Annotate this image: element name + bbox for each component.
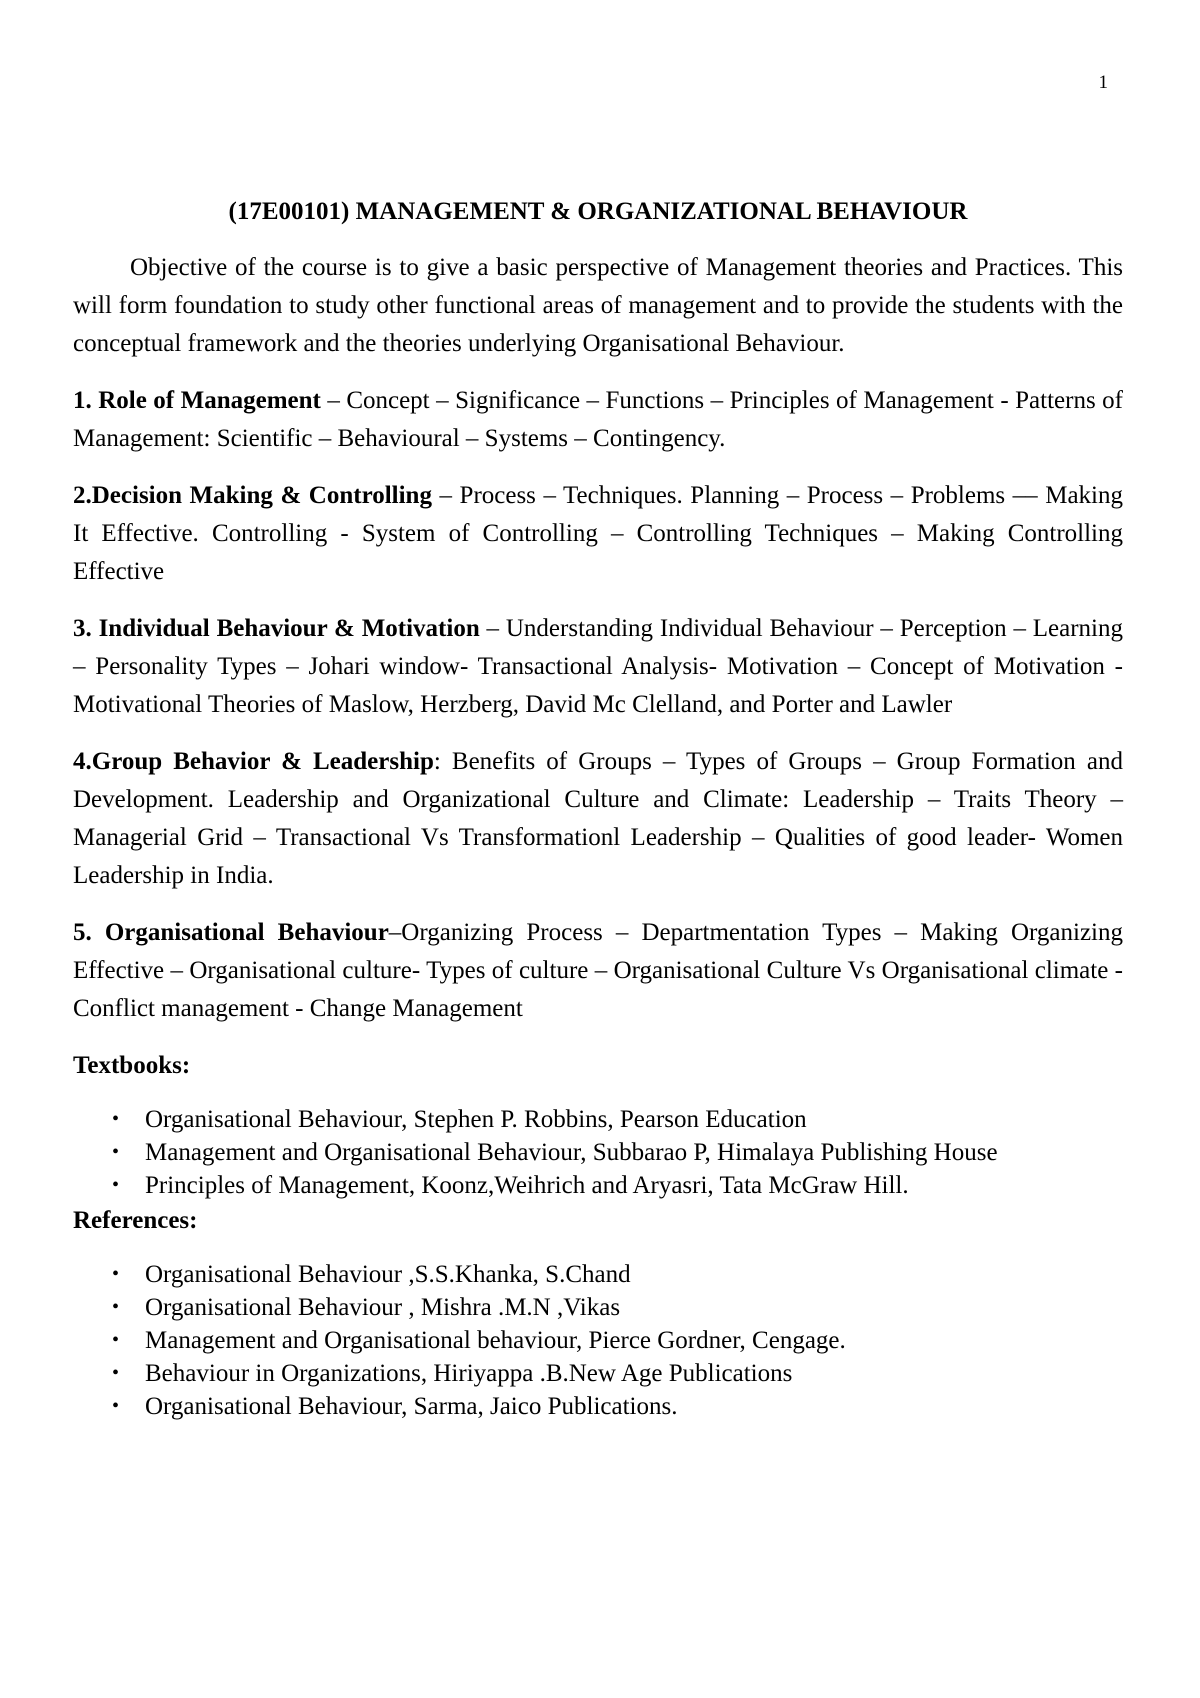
unit-body: –Organizing Process – Departmentation Types – Making Organizing Effective – Organisational culture- Types of culture – Organisational Culture Vs Organisational climate - Conflict management - Change Management (73, 919, 1123, 1022)
unit-body: – Concept – Significance – Functions – Principles of Management - Patterns of Management: Scientific – Behavioural – Systems – Contingency. (73, 387, 1123, 452)
bullet-icon: • (112, 1141, 120, 1163)
references-list (73, 1258, 1123, 1423)
bullet-icon: • (112, 1329, 120, 1351)
list-item (73, 1291, 1123, 1324)
bullet-icon: • (112, 1108, 120, 1130)
unit-paragraph (73, 477, 1123, 591)
list-item (73, 1390, 1123, 1423)
list-item (73, 1103, 1123, 1136)
page-number: 1 (1098, 72, 1108, 93)
list-item-text: Organisational Behaviour ,S.S.Khanka, S.Chand (145, 1261, 631, 1288)
unit-title: 4.Group Behavior & Leadership (73, 748, 434, 775)
references-heading: References: (73, 1207, 198, 1234)
unit-title: 3. Individual Behaviour & Motivation (73, 615, 480, 642)
document-content (73, 193, 1123, 1423)
list-item (73, 1357, 1123, 1390)
bullet-icon: • (112, 1362, 120, 1384)
textbooks-list (73, 1103, 1123, 1202)
list-item-text: Management and Organisational Behaviour, Subbarao P, Himalaya Publishing House (145, 1139, 998, 1166)
list-item (73, 1169, 1123, 1202)
list-item-text: Principles of Management, Koonz,Weihrich and Aryasri, Tata McGraw Hill. (145, 1172, 909, 1199)
unit-paragraph (73, 610, 1123, 724)
unit-body: : Benefits of Groups – Types of Groups – Group Formation and Development. Leadership and Organizational Culture and Climate: Leadership – Traits Theory – Managerial Grid – Transactional Vs Transformationl Leadership – Qualities of good leader- Women Leadership in India. (73, 748, 1123, 889)
bullet-icon: • (112, 1263, 120, 1285)
textbooks-heading: Textbooks: (73, 1052, 191, 1079)
list-item-text: Management and Organisational behaviour, Pierce Gordner, Cengage. (145, 1327, 846, 1354)
bullet-icon: • (112, 1395, 120, 1417)
list-item-text: Organisational Behaviour, Stephen P. Robbins, Pearson Education (145, 1106, 807, 1133)
list-item-text: Organisational Behaviour, Sarma, Jaico Publications. (145, 1393, 678, 1420)
list-item (73, 1324, 1123, 1357)
list-item-text: Behaviour in Organizations, Hiriyappa .B.New Age Publications (145, 1360, 793, 1387)
unit-body: – Process – Techniques. Planning – Process – Problems –– Making It Effective. Controlling - System of Controlling – Controlling Techniques – Making Controlling Effective (73, 482, 1123, 585)
bullet-icon: • (112, 1174, 120, 1196)
course-objective: Objective of the course is to give a basic perspective of Management theories and Practices. This will form foundation to study other functional areas of management and to provide the students with the conceptual framework and the theories underlying Organisational Behaviour. (73, 254, 1123, 357)
unit-paragraph (73, 743, 1123, 895)
list-item (73, 1258, 1123, 1291)
unit-body: – Understanding Individual Behaviour – Perception – Learning – Personality Types – Johari window- Transactional Analysis- Motivation – Concept of Motivation - Motivational Theories of Maslow, Herzberg, David Mc Clelland, and Porter and Lawler (73, 615, 1123, 718)
unit-title: 2.Decision Making & Controlling (73, 482, 432, 509)
course-title: (17E00101) MANAGEMENT & ORGANIZATIONAL BEHAVIOUR (228, 198, 968, 225)
list-item-text: Organisational Behaviour , Mishra .M.N ,Vikas (145, 1294, 621, 1321)
unit-paragraph (73, 914, 1123, 1028)
unit-paragraph (73, 382, 1123, 458)
list-item (73, 1136, 1123, 1169)
unit-title: 5. Organisational Behaviour (73, 919, 389, 946)
bullet-icon: • (112, 1296, 120, 1318)
unit-title: 1. Role of Management (73, 387, 321, 414)
